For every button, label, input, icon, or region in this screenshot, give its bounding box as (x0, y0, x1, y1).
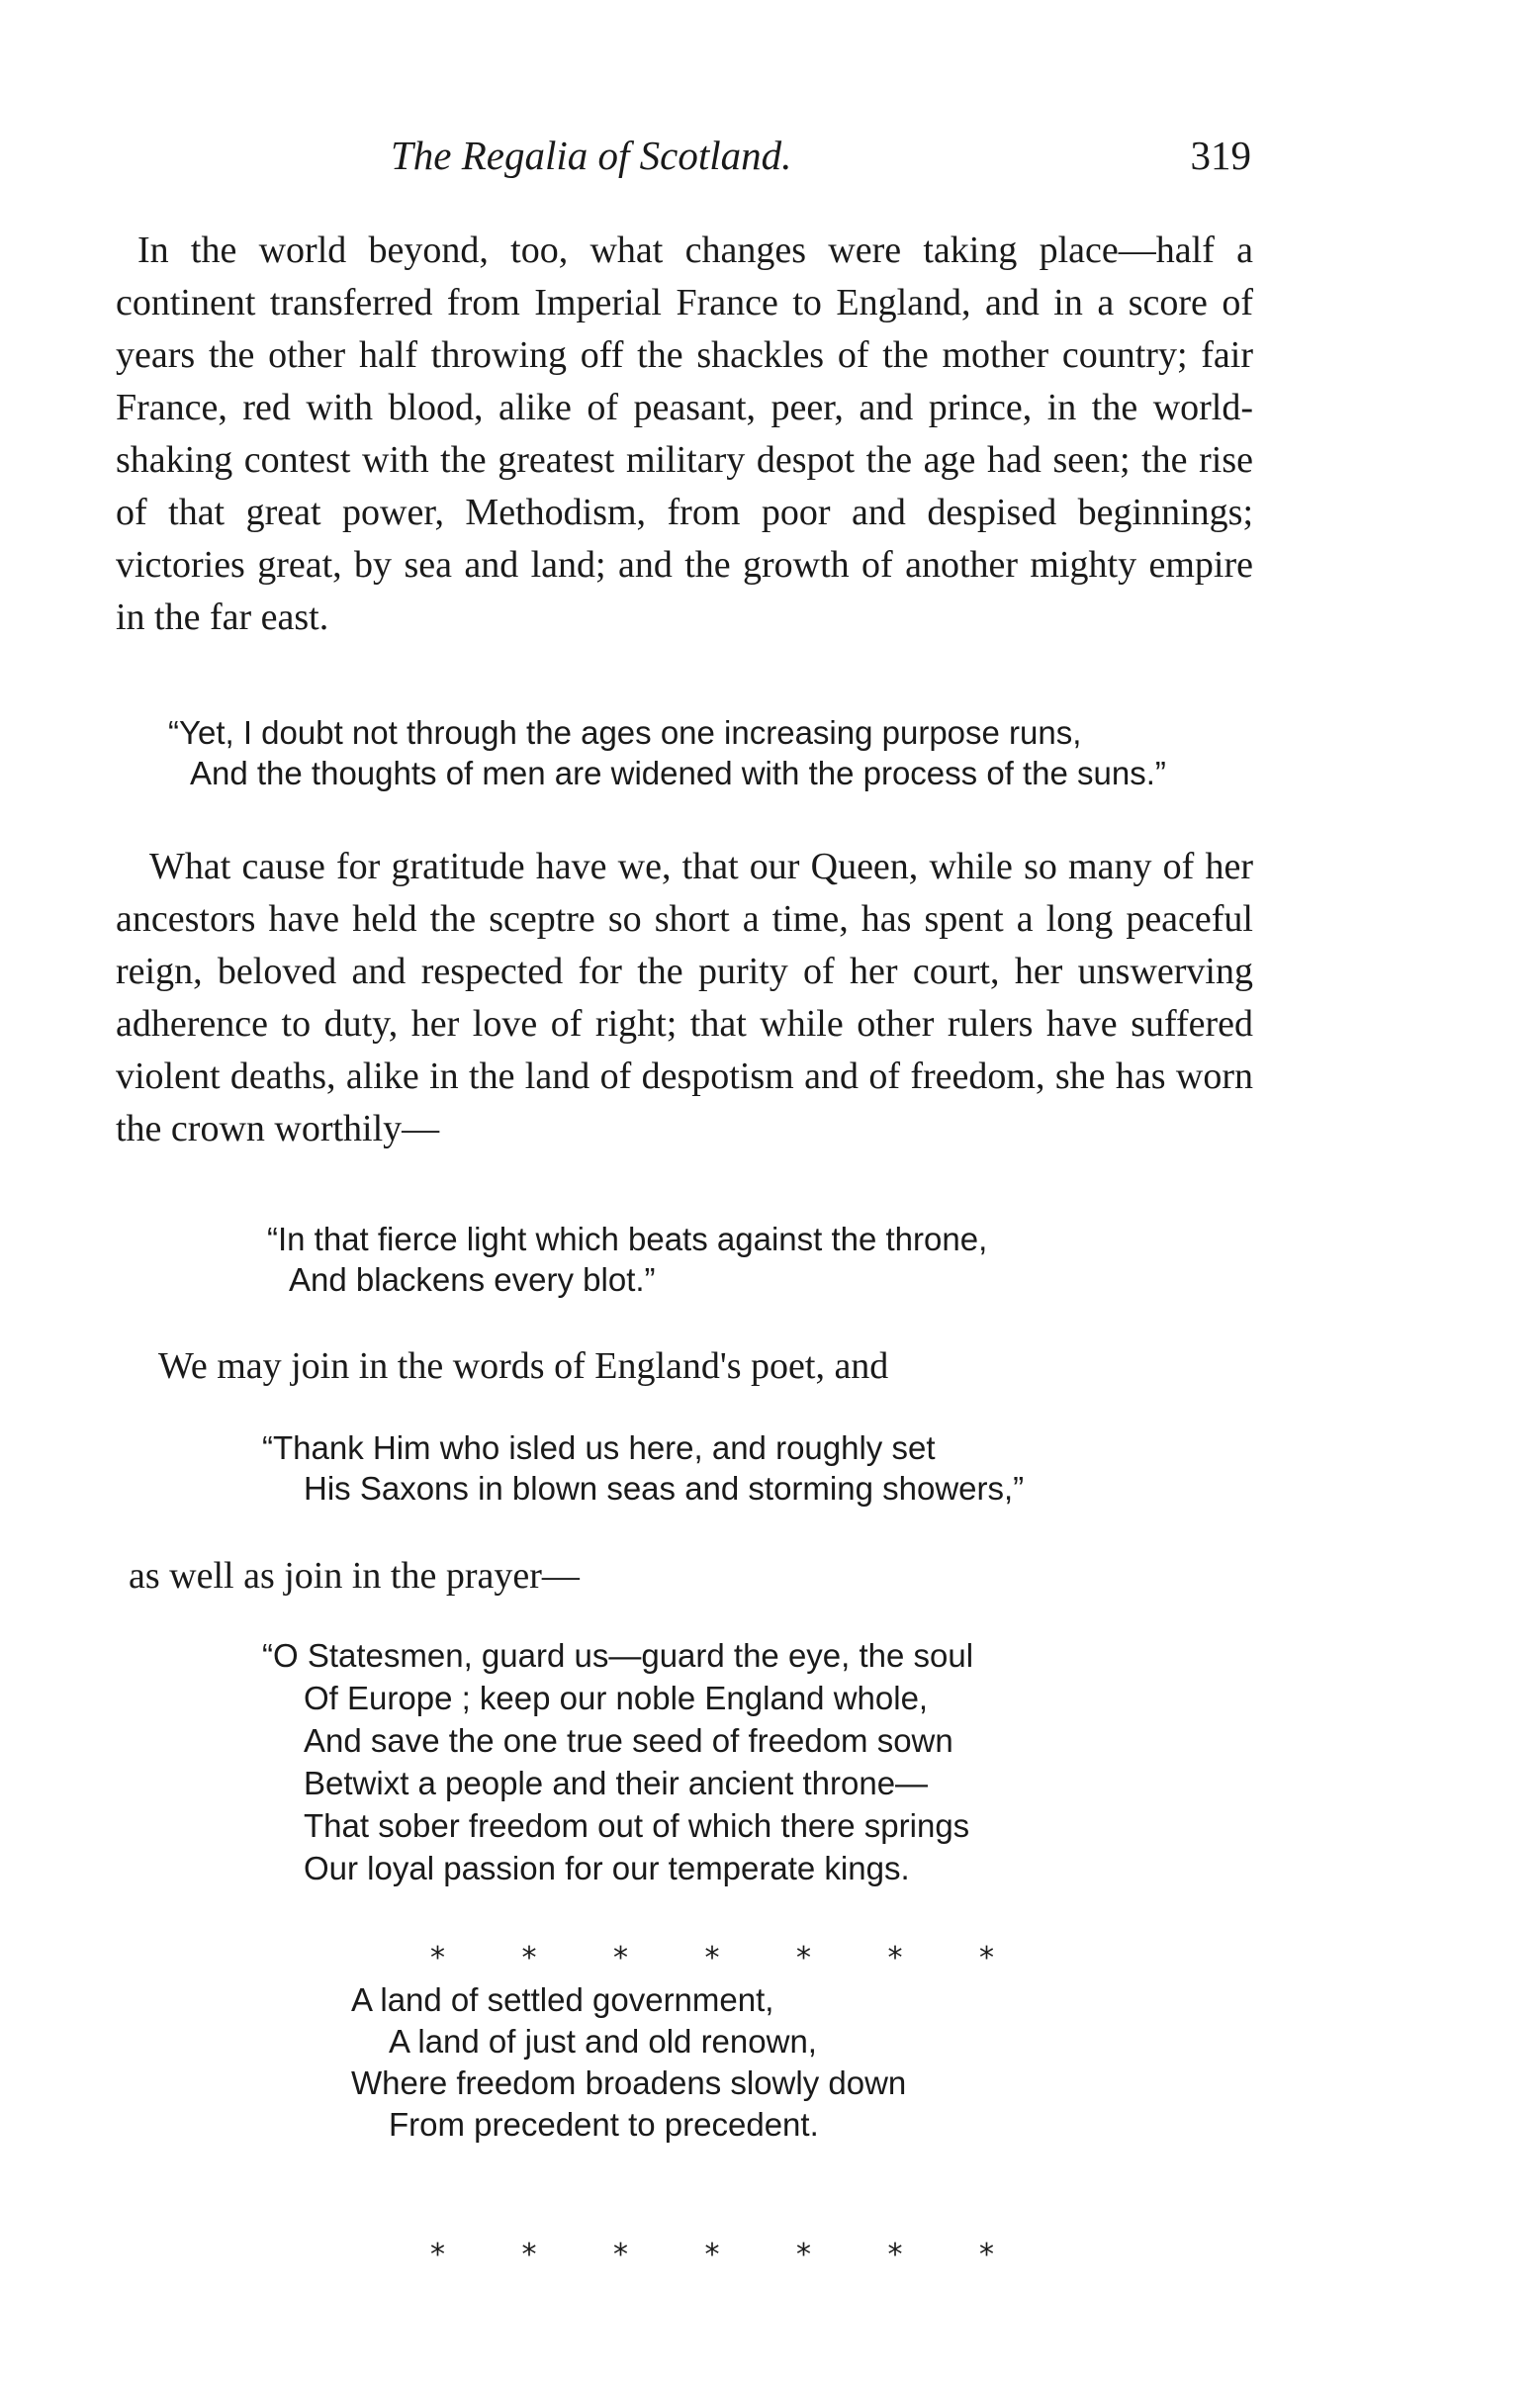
asterisk: * (796, 2238, 811, 2272)
verse-line: And blackens every blot.” (289, 1261, 656, 1298)
asterism-separator (430, 1939, 994, 1978)
running-title: The Regalia of Scotland. (391, 133, 792, 178)
page-number: 319 (1190, 133, 1251, 178)
asterisk: * (521, 2238, 537, 2272)
paragraph-world-beyond: In the world beyond, too, what changes were taking place—half a continent transferred from Imperial France to England, and in a score of years the other half throwing off the shackles of the mother country; fair France, red with blood, alike of peasant, peer, and prince, in the world-shaking contest with the greatest military despot the age had seen; the rise of that great power, Methodism, from poor and despised beginnings; victories great, by sea and land; and the growth of another mighty empire in the far east. (116, 229, 1253, 638)
verse-line: A land of settled government, (351, 1981, 774, 2018)
verse-line: Betwixt a people and their ancient throne— (304, 1765, 929, 1801)
asterisk: * (979, 1941, 994, 1975)
paragraph-gratitude: What cause for gratitude have we, that our Queen, while so many of her ancestors have held the sceptre so short a time, has spent a long peaceful reign, beloved and respected for the purity of her court, her unswerving adherence to duty, her love of right; that while other rulers have suffered violent deaths, alike in the land of despotism and of freedom, she has worn the crown worthily— (116, 846, 1253, 1149)
verse-line: “O Statesmen, guard us—guard the eye, the soul (262, 1637, 974, 1674)
verse-line: A land of just and old renown, (389, 2023, 817, 2060)
asterisk: * (521, 1941, 537, 1975)
asterisk: * (796, 1941, 811, 1975)
page-header (391, 132, 1251, 191)
asterisk: * (979, 2238, 994, 2272)
asterisk: * (704, 2238, 720, 2272)
verse-line: Our loyal passion for our temperate kings. (304, 1850, 910, 1886)
verse-line: From precedent to precedent. (389, 2106, 819, 2143)
verse-line: And the thoughts of men are widened with the process of the suns.” (190, 755, 1166, 791)
asterisk: * (613, 2238, 628, 2272)
quote-settled-government (351, 1979, 906, 2146)
asterisk: * (704, 1941, 720, 1975)
verse-line: “In that fierce light which beats against the throne, (267, 1221, 988, 1257)
asterisk: * (887, 2238, 903, 2272)
quote-statesmen (262, 1634, 973, 1889)
quote-increasing-purpose (168, 712, 1166, 793)
asterisk: * (613, 1941, 628, 1975)
asterisk: * (430, 1941, 445, 1975)
asterisk: * (887, 1941, 903, 1975)
verse-line: That sober freedom out of which there springs (304, 1807, 970, 1844)
verse-line: And save the one true seed of freedom sown (304, 1722, 953, 1759)
paragraph-prayer: as well as join in the prayer— (129, 1555, 580, 1597)
verse-line: “Yet, I doubt not through the ages one increasing purpose runs, (168, 714, 1082, 751)
asterisk: * (430, 2238, 445, 2272)
quote-fierce-light (267, 1219, 987, 1300)
quote-thank-him (262, 1427, 1024, 1509)
verse-line: Where freedom broadens slowly down (351, 2064, 907, 2101)
verse-line: Of Europe ; keep our noble England whole, (304, 1680, 929, 1716)
asterism-separator (430, 2236, 994, 2275)
paragraph-englands-poet: We may join in the words of England's poet, and (158, 1345, 889, 1387)
verse-line: His Saxons in blown seas and storming showers,” (304, 1470, 1025, 1507)
verse-line: “Thank Him who isled us here, and roughly set (262, 1429, 936, 1466)
